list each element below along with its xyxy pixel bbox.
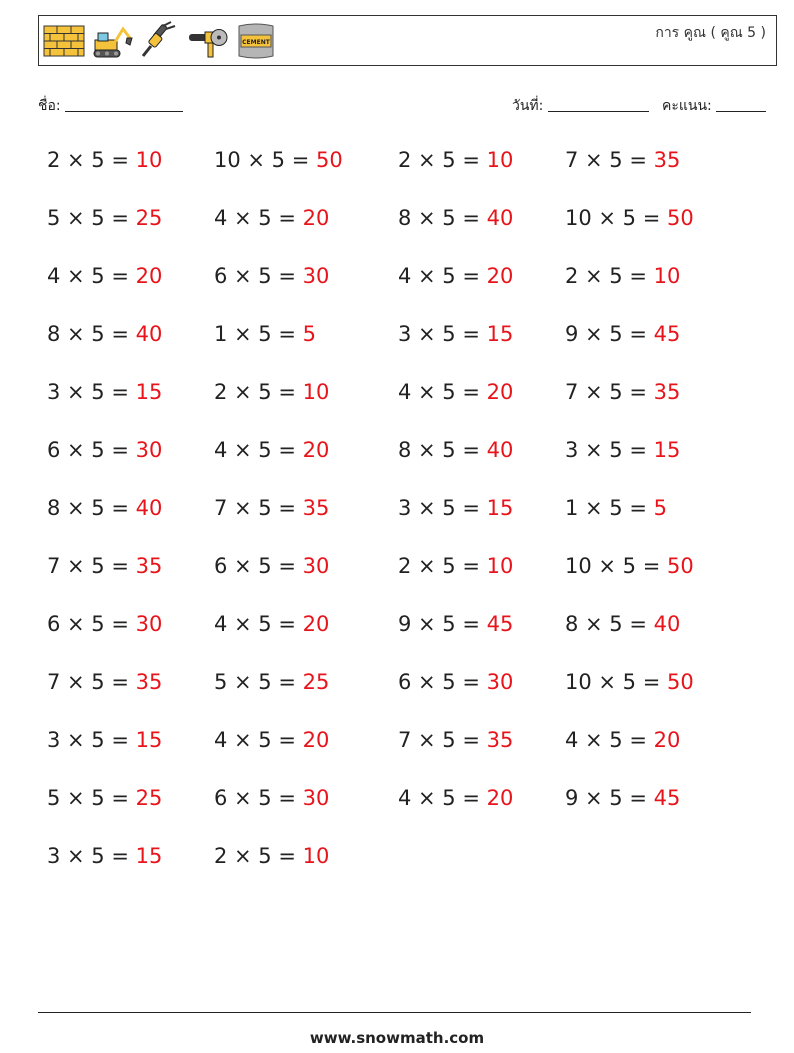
problem-question: 3 × 5 = <box>565 438 654 462</box>
problem-answer: 25 <box>302 670 330 694</box>
name-label: ชื่อ: <box>38 98 61 114</box>
problem-item <box>47 264 162 288</box>
problem-answer: 15 <box>486 496 514 520</box>
problem-item <box>398 554 513 578</box>
problem-answer: 30 <box>135 438 163 462</box>
problem-item <box>47 496 162 520</box>
date-label: วันที่: <box>512 98 544 114</box>
problem-question: 2 × 5 = <box>398 148 487 172</box>
problem-question: 6 × 5 = <box>214 264 303 288</box>
problem-answer: 15 <box>135 380 163 404</box>
problem-answer: 10 <box>486 148 514 172</box>
problem-item <box>214 322 316 346</box>
problem-question: 10 × 5 = <box>565 206 667 230</box>
problem-question: 9 × 5 = <box>565 322 654 346</box>
problem-item <box>47 612 162 636</box>
cement-label: CEMENT <box>242 39 270 46</box>
problem-answer: 5 <box>653 496 667 520</box>
problem-item <box>565 264 680 288</box>
problem-question: 2 × 5 = <box>214 380 303 404</box>
problem-item <box>47 786 162 810</box>
problem-answer: 35 <box>135 554 163 578</box>
problem-answer: 15 <box>653 438 681 462</box>
problem-answer: 20 <box>302 438 330 462</box>
problem-item <box>214 148 343 172</box>
problem-answer: 15 <box>135 844 163 868</box>
problem-answer: 50 <box>666 206 694 230</box>
problem-answer: 20 <box>302 206 330 230</box>
problem-grid <box>0 140 794 900</box>
problem-question: 7 × 5 = <box>565 148 654 172</box>
problem-item <box>565 554 694 578</box>
problem-question: 7 × 5 = <box>47 554 136 578</box>
problem-answer: 20 <box>486 264 514 288</box>
problem-answer: 10 <box>653 264 681 288</box>
problem-answer: 20 <box>486 786 514 810</box>
problem-question: 2 × 5 = <box>398 554 487 578</box>
problem-answer: 40 <box>135 322 163 346</box>
problem-item <box>398 380 513 404</box>
problem-answer: 35 <box>302 496 330 520</box>
problem-question: 8 × 5 = <box>565 612 654 636</box>
problem-answer: 5 <box>302 322 316 346</box>
problem-answer: 30 <box>486 670 514 694</box>
problem-item <box>47 438 162 462</box>
problem-item <box>565 148 680 172</box>
problem-question: 4 × 5 = <box>214 438 303 462</box>
problem-item <box>214 380 329 404</box>
problem-question: 6 × 5 = <box>398 670 487 694</box>
problem-question: 4 × 5 = <box>565 728 654 752</box>
problem-answer: 30 <box>302 264 330 288</box>
problem-item <box>398 264 513 288</box>
problem-item <box>47 322 162 346</box>
problem-question: 2 × 5 = <box>565 264 654 288</box>
problem-answer: 35 <box>653 380 681 404</box>
problem-question: 1 × 5 = <box>214 322 303 346</box>
problem-item <box>398 612 513 636</box>
score-field <box>662 95 766 117</box>
problem-item <box>565 612 680 636</box>
problem-question: 6 × 5 = <box>47 438 136 462</box>
problem-item <box>214 670 329 694</box>
problem-question: 3 × 5 = <box>398 322 487 346</box>
problem-item <box>214 554 329 578</box>
problem-answer: 20 <box>486 380 514 404</box>
problem-question: 7 × 5 = <box>398 728 487 752</box>
problem-item <box>565 206 694 230</box>
problem-question: 5 × 5 = <box>214 670 303 694</box>
problem-answer: 20 <box>302 728 330 752</box>
name-blank[interactable] <box>65 97 183 112</box>
problem-answer: 20 <box>135 264 163 288</box>
problem-answer: 25 <box>135 786 163 810</box>
problem-answer: 15 <box>135 728 163 752</box>
problem-item <box>214 206 329 230</box>
problem-question: 10 × 5 = <box>214 148 316 172</box>
problem-item <box>398 496 513 520</box>
problem-question: 8 × 5 = <box>398 206 487 230</box>
excavator-icon <box>91 20 133 62</box>
problem-answer: 20 <box>653 728 681 752</box>
problem-question: 10 × 5 = <box>565 670 667 694</box>
problem-answer: 10 <box>302 844 330 868</box>
problem-item <box>214 728 329 752</box>
problem-question: 3 × 5 = <box>47 380 136 404</box>
problem-question: 6 × 5 = <box>214 786 303 810</box>
name-field <box>38 95 183 117</box>
problem-answer: 45 <box>486 612 514 636</box>
problem-answer: 50 <box>315 148 343 172</box>
problem-question: 7 × 5 = <box>214 496 303 520</box>
footer-website: www.snowmath.com <box>309 1029 485 1047</box>
problem-item <box>214 264 329 288</box>
problem-answer: 45 <box>653 322 681 346</box>
problem-item <box>47 554 162 578</box>
problem-question: 4 × 5 = <box>398 786 487 810</box>
footer-divider <box>38 1012 751 1013</box>
problem-item <box>565 728 680 752</box>
worksheet-title: การ คูณ ( คูณ 5 ) <box>655 25 766 41</box>
problem-answer: 40 <box>135 496 163 520</box>
problem-item <box>214 438 329 462</box>
problem-item <box>47 728 162 752</box>
problem-answer: 30 <box>135 612 163 636</box>
problem-question: 6 × 5 = <box>214 554 303 578</box>
score-blank[interactable] <box>716 97 766 112</box>
problem-question: 3 × 5 = <box>398 496 487 520</box>
brick-wall-icon <box>43 20 85 62</box>
problem-item <box>47 844 162 868</box>
problem-question: 5 × 5 = <box>47 786 136 810</box>
problem-question: 5 × 5 = <box>47 206 136 230</box>
problem-question: 1 × 5 = <box>565 496 654 520</box>
problem-item <box>398 438 513 462</box>
problem-item <box>214 496 329 520</box>
score-label: คะแนน: <box>662 98 712 114</box>
date-field <box>512 95 649 117</box>
problem-question: 4 × 5 = <box>47 264 136 288</box>
problem-item <box>214 612 329 636</box>
problem-item <box>398 206 513 230</box>
problem-item <box>565 438 680 462</box>
problem-answer: 35 <box>486 728 514 752</box>
problem-item <box>398 786 513 810</box>
problem-question: 10 × 5 = <box>565 554 667 578</box>
problem-answer: 40 <box>653 612 681 636</box>
problem-answer: 40 <box>486 438 514 462</box>
problem-question: 9 × 5 = <box>565 786 654 810</box>
problem-question: 8 × 5 = <box>398 438 487 462</box>
problem-item <box>214 786 329 810</box>
problem-answer: 30 <box>302 554 330 578</box>
problem-question: 2 × 5 = <box>214 844 303 868</box>
problem-question: 3 × 5 = <box>47 844 136 868</box>
problem-question: 8 × 5 = <box>47 322 136 346</box>
problem-answer: 50 <box>666 554 694 578</box>
problem-answer: 15 <box>486 322 514 346</box>
problem-item <box>398 322 513 346</box>
problem-answer: 10 <box>135 148 163 172</box>
problem-question: 7 × 5 = <box>565 380 654 404</box>
problem-answer: 50 <box>666 670 694 694</box>
problem-answer: 35 <box>135 670 163 694</box>
problem-question: 2 × 5 = <box>47 148 136 172</box>
problem-item <box>398 728 513 752</box>
angle-grinder-icon <box>187 20 229 62</box>
problem-item <box>47 380 162 404</box>
problem-item <box>565 670 694 694</box>
header-icons <box>43 20 277 62</box>
problem-item <box>398 670 513 694</box>
problem-question: 4 × 5 = <box>398 264 487 288</box>
problem-question: 8 × 5 = <box>47 496 136 520</box>
problem-answer: 45 <box>653 786 681 810</box>
problem-item <box>214 844 329 868</box>
problem-question: 4 × 5 = <box>398 380 487 404</box>
problem-question: 7 × 5 = <box>47 670 136 694</box>
problem-item <box>565 496 667 520</box>
problem-item <box>47 148 162 172</box>
problem-answer: 20 <box>302 612 330 636</box>
date-blank[interactable] <box>548 97 649 112</box>
problem-item <box>565 380 680 404</box>
problem-question: 9 × 5 = <box>398 612 487 636</box>
problem-item <box>47 670 162 694</box>
problem-question: 6 × 5 = <box>47 612 136 636</box>
cement-bag-icon <box>235 20 277 62</box>
problem-answer: 25 <box>135 206 163 230</box>
problem-question: 4 × 5 = <box>214 612 303 636</box>
problem-answer: 30 <box>302 786 330 810</box>
problem-item <box>398 148 513 172</box>
problem-question: 4 × 5 = <box>214 206 303 230</box>
problem-question: 4 × 5 = <box>214 728 303 752</box>
problem-question: 3 × 5 = <box>47 728 136 752</box>
problem-answer: 10 <box>302 380 330 404</box>
problem-item <box>47 206 162 230</box>
problem-item <box>565 322 680 346</box>
problem-answer: 40 <box>486 206 514 230</box>
jackhammer-icon <box>139 20 181 62</box>
problem-item <box>565 786 680 810</box>
worksheet-header <box>38 15 777 66</box>
problem-answer: 10 <box>486 554 514 578</box>
problem-answer: 35 <box>653 148 681 172</box>
